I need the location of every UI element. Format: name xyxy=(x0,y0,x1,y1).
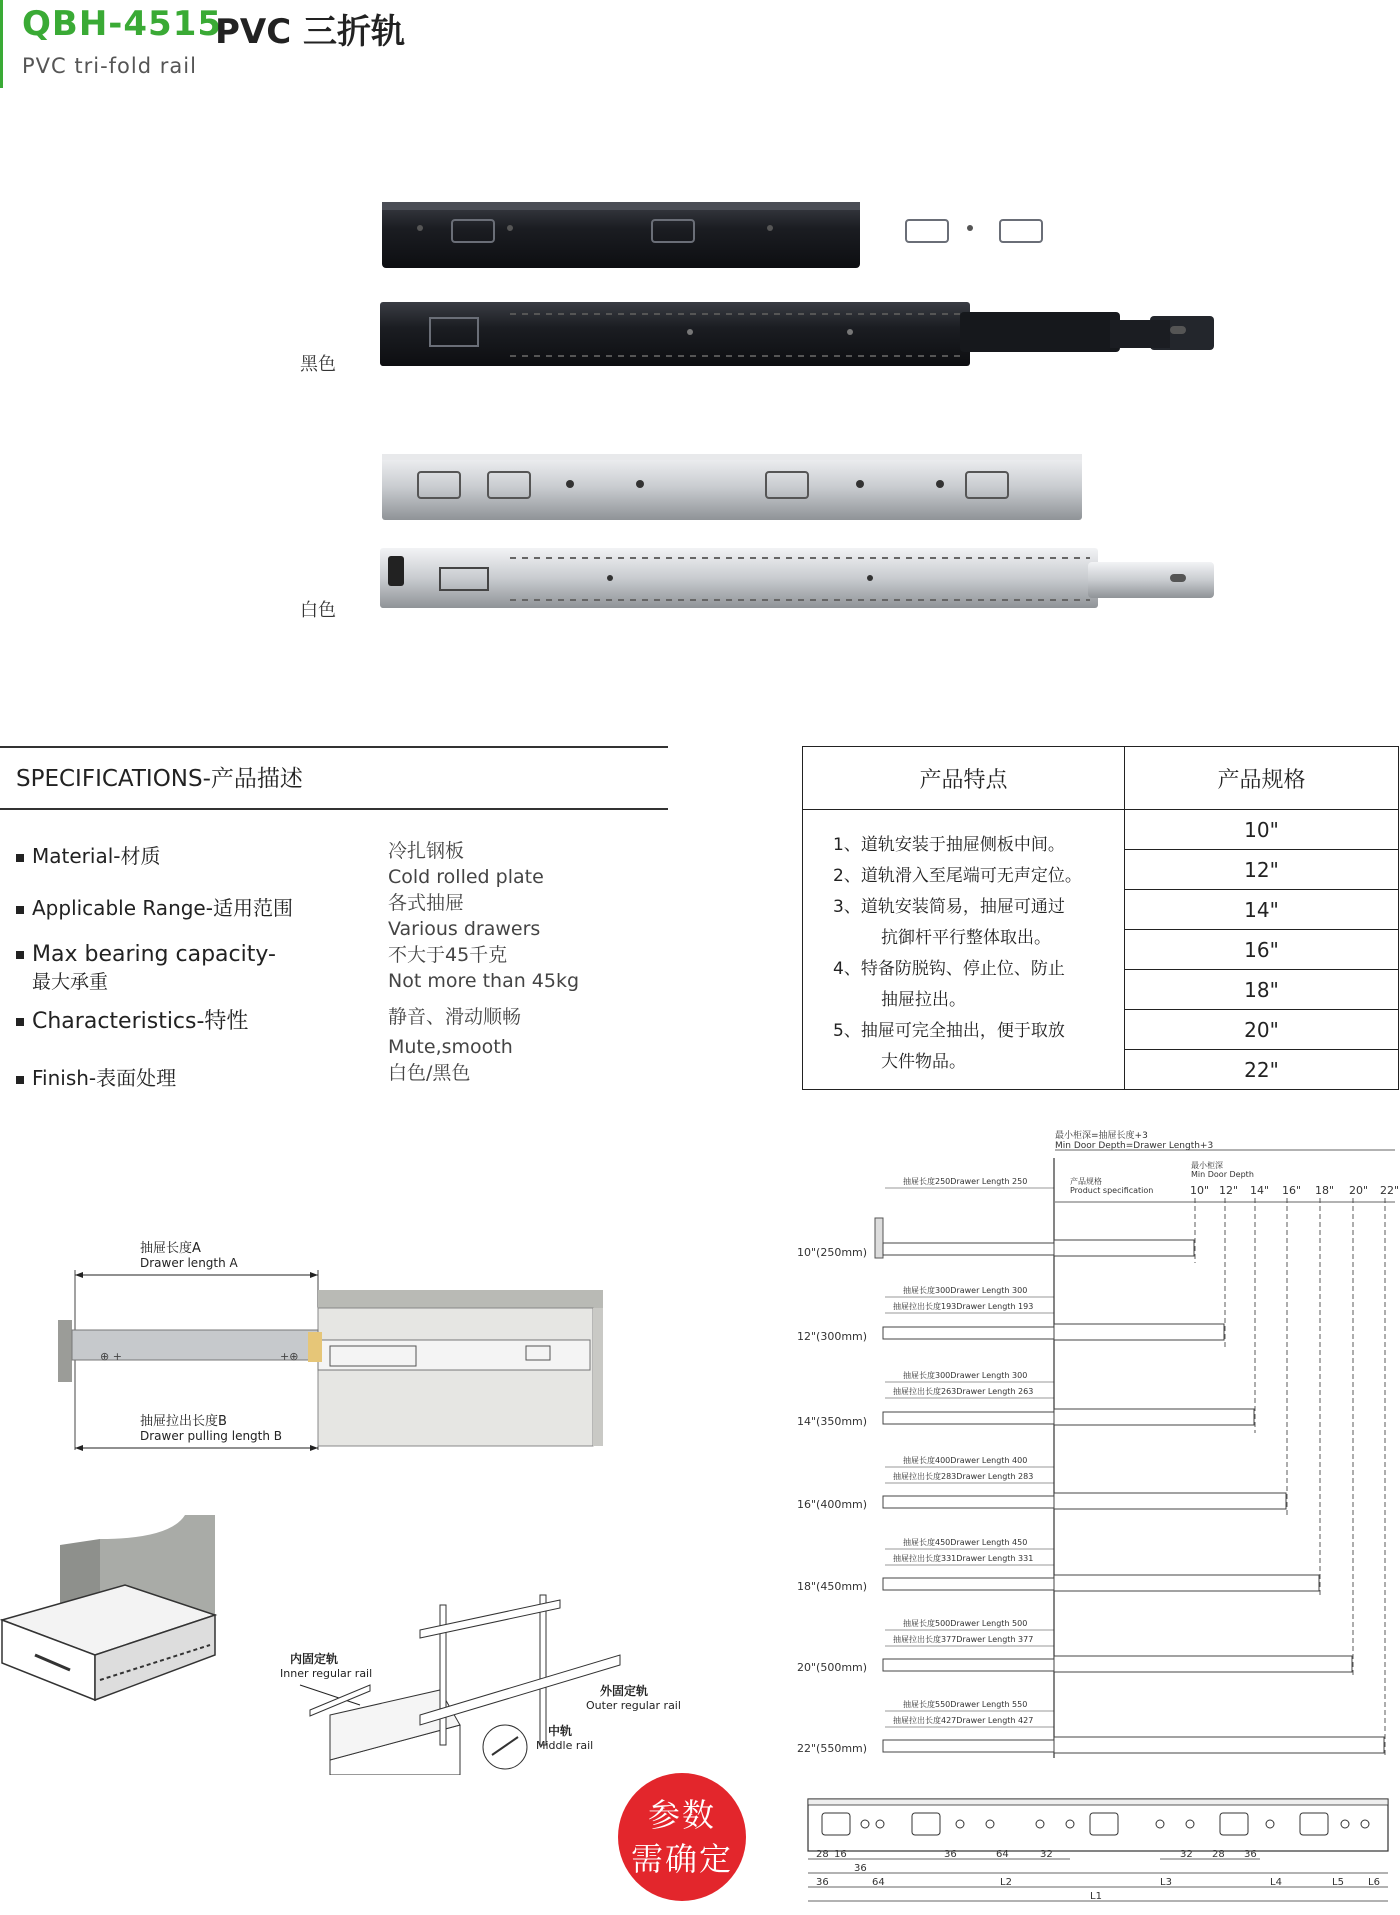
top-size: 14" xyxy=(1250,1184,1270,1197)
row-line2: 抽屉拉出长度193Drawer Length 193 xyxy=(893,1302,1034,1311)
row-line1: 抽屉长度250Drawer Length 250 xyxy=(903,1177,1028,1186)
dim-label: 36 xyxy=(944,1849,957,1860)
top-size: 10" xyxy=(1190,1184,1210,1197)
spec-value-capacity xyxy=(388,942,579,994)
spec-en: Product specification xyxy=(1070,1186,1154,1195)
spec-row-material xyxy=(16,840,160,869)
dim-label: L5 xyxy=(1332,1877,1344,1888)
row-line2: 抽屉拉出长度377Drawer Length 377 xyxy=(893,1635,1034,1644)
length-a-label-cn: 抽屉长度A xyxy=(140,1241,201,1256)
dim-label: L2 xyxy=(1000,1877,1012,1888)
feature-item: 5、抽屉可完全抽出，便于取放 xyxy=(833,1020,1065,1041)
spec-title: SPECIFICATIONS-产品描述 xyxy=(16,766,303,792)
feature-item: 2、道轨滑入至尾端可无声定位。 xyxy=(833,865,1082,886)
spec-value-en: Cold rolled plate xyxy=(388,866,544,888)
svg-text:+⊕: +⊕ xyxy=(280,1350,299,1363)
size-chart xyxy=(795,1128,1400,1758)
badge-line1: 参数 xyxy=(647,1796,716,1834)
parameter-confirm-badge xyxy=(618,1773,746,1901)
chart-row-22 xyxy=(797,1699,1384,1755)
spec-value-finish: 白色/黑色 xyxy=(388,1062,471,1084)
row-label: 10"(250mm) xyxy=(797,1246,868,1259)
row-line1: 抽屉长度450Drawer Length 450 xyxy=(903,1538,1028,1547)
feature-item: 大件物品。 xyxy=(881,1051,966,1072)
dim-label: L3 xyxy=(1160,1877,1172,1888)
row-label: 20"(500mm) xyxy=(797,1661,868,1674)
header-accent-bar xyxy=(0,0,3,88)
hole-diagram xyxy=(800,1795,1395,1913)
min-depth-en: Min Door Depth xyxy=(1191,1170,1254,1179)
silver-outer-rail xyxy=(382,454,1082,520)
dim-label: 32 xyxy=(1040,1849,1053,1860)
bullet-icon xyxy=(16,854,24,862)
outer-rail-label-cn: 外固定轨 xyxy=(600,1684,649,1698)
feature-item: 1、道轨安装于抽屉侧板中间。 xyxy=(833,834,1065,855)
product-title: PVC 三折轨 xyxy=(215,12,406,52)
spec-name: Characteristics-特性 xyxy=(32,1009,249,1034)
middle-rail-label-en: Middle rail xyxy=(536,1739,594,1752)
badge-line2: 需确定 xyxy=(630,1840,733,1878)
spec-name-cn: 最大承重 xyxy=(32,971,109,993)
spec-row-finish xyxy=(16,1062,176,1091)
spec-name: Finish-表面处理 xyxy=(32,1066,177,1090)
top-size: 22" xyxy=(1380,1184,1400,1197)
spec-name: Max bearing capacity- xyxy=(32,942,276,967)
dim-label: 28 xyxy=(1212,1849,1225,1860)
chart-row-16 xyxy=(797,1455,1286,1511)
row-line2: 抽屉拉出长度283Drawer Length 283 xyxy=(893,1472,1034,1481)
silver-extended-rail xyxy=(380,548,1214,608)
dim-label: 64 xyxy=(996,1849,1009,1860)
chart-row-14 xyxy=(797,1370,1254,1428)
top-size: 20" xyxy=(1349,1184,1369,1197)
spec-name: Material-材质 xyxy=(32,844,161,868)
size-cell: 14" xyxy=(1125,890,1399,930)
inner-rail-label-cn: 内固定轨 xyxy=(290,1652,339,1666)
spec-cn: 产品规格 xyxy=(1070,1177,1102,1186)
bullet-icon xyxy=(16,906,24,914)
spec-row-capacity xyxy=(16,942,276,994)
spec-row-range xyxy=(16,892,293,921)
chart-row-12 xyxy=(797,1285,1224,1343)
sizes-header: 产品规格 xyxy=(1125,747,1399,810)
spec-value-characteristics xyxy=(388,1004,521,1060)
dim-label: L1 xyxy=(1090,1891,1102,1902)
row-line1: 抽屉长度300Drawer Length 300 xyxy=(903,1371,1028,1380)
row-line2: 抽屉拉出长度331Drawer Length 331 xyxy=(893,1554,1034,1563)
features-list xyxy=(803,810,1125,1090)
middle-rail-label-cn: 中轨 xyxy=(548,1724,573,1738)
outer-rail-label-en: Outer regular rail xyxy=(586,1699,681,1712)
spec-value-range xyxy=(388,890,540,942)
spec-row-characteristics xyxy=(16,1004,248,1035)
row-line2: 抽屉拉出长度427Drawer Length 427 xyxy=(893,1716,1034,1725)
spec-name: Applicable Range-适用范围 xyxy=(32,896,293,920)
row-label: 18"(450mm) xyxy=(797,1580,868,1593)
feature-item: 3、道轨安装简易，抽屉可通过 xyxy=(833,896,1065,917)
row-line1: 抽屉长度300Drawer Length 300 xyxy=(903,1286,1028,1295)
spec-value-en: Mute,smooth xyxy=(388,1036,513,1058)
bullet-icon xyxy=(16,1076,24,1084)
black-outer-rail xyxy=(382,202,1042,268)
svg-text:⊕ +: ⊕ + xyxy=(100,1350,122,1363)
dim-label: 28 xyxy=(816,1849,829,1860)
model-number: QBH-4515 xyxy=(22,4,223,44)
dim-label: 36 xyxy=(854,1863,867,1874)
spec-value-cn: 不大于45千克 xyxy=(388,944,508,966)
row-label: 12"(300mm) xyxy=(797,1330,868,1343)
size-cell: 18" xyxy=(1125,970,1399,1010)
dim-label: 36 xyxy=(816,1877,829,1888)
black-extended-rail xyxy=(380,302,1214,366)
size-cell: 12" xyxy=(1125,850,1399,890)
spec-value-cn: 各式抽屉 xyxy=(388,892,465,914)
product-subtitle: PVC tri-fold rail xyxy=(22,54,197,78)
top-size: 12" xyxy=(1219,1184,1239,1197)
dim-label: L6 xyxy=(1368,1877,1380,1888)
bullet-icon xyxy=(16,951,24,959)
row-line1: 抽屉长度500Drawer Length 500 xyxy=(903,1619,1028,1628)
installation-diagram xyxy=(0,1515,700,1775)
spec-value-cn: 静音、滑动顺畅 xyxy=(388,1006,522,1028)
chart-row-18 xyxy=(797,1537,1319,1593)
feature-item: 4、特备防脱钩、停止位、防止 xyxy=(833,958,1065,979)
row-line1: 抽屉长度550Drawer Length 550 xyxy=(903,1700,1028,1709)
min-cabinet-cn: 最小柜深=抽屉长度+3 xyxy=(1055,1131,1148,1141)
bullet-icon xyxy=(16,1018,24,1026)
top-size: 16" xyxy=(1282,1184,1302,1197)
variant-label-white: 白色 xyxy=(300,600,336,621)
dim-label: L4 xyxy=(1270,1877,1282,1888)
row-label: 22"(550mm) xyxy=(797,1742,868,1755)
chart-row-20 xyxy=(797,1618,1352,1674)
variant-label-black: 黑色 xyxy=(300,354,336,375)
size-cell: 16" xyxy=(1125,930,1399,970)
dim-label: 36 xyxy=(1244,1849,1257,1860)
top-size: 18" xyxy=(1315,1184,1335,1197)
rail-photos xyxy=(370,190,1230,630)
spec-value-en: Various drawers xyxy=(388,918,541,940)
spec-value-cn: 冷扎钢板 xyxy=(388,840,465,862)
spec-top-rule xyxy=(0,746,668,748)
spec-value-material xyxy=(388,838,544,890)
features-header: 产品特点 xyxy=(803,747,1125,810)
min-depth-cn: 最小柜深 xyxy=(1191,1161,1223,1170)
feature-item: 抽屉拉出。 xyxy=(881,989,966,1010)
row-label: 16"(400mm) xyxy=(797,1498,868,1511)
drawer-length-diagram xyxy=(50,1230,610,1460)
features-table xyxy=(802,746,1399,1090)
dim-label: 64 xyxy=(872,1877,885,1888)
dim-label: 16 xyxy=(834,1849,847,1860)
dim-label: 32 xyxy=(1180,1849,1193,1860)
row-line2: 抽屉拉出长度263Drawer Length 263 xyxy=(893,1387,1034,1396)
size-cell: 20" xyxy=(1125,1010,1399,1050)
spec-value-en: Not more than 45kg xyxy=(388,970,580,992)
size-cell: 22" xyxy=(1125,1050,1399,1090)
row-label: 14"(350mm) xyxy=(797,1415,868,1428)
min-cabinet-en: Min Door Depth=Drawer Length+3 xyxy=(1055,1141,1214,1151)
size-cell: 10" xyxy=(1125,810,1399,850)
feature-item: 抗御杆平行整体取出。 xyxy=(881,927,1051,948)
length-a-label-en: Drawer length A xyxy=(140,1256,238,1270)
inner-rail-label-en: Inner regular rail xyxy=(280,1667,373,1680)
pull-b-label-en: Drawer pulling length B xyxy=(140,1429,283,1443)
pull-b-label-cn: 抽屉拉出长度B xyxy=(140,1414,227,1429)
row-line1: 抽屉长度400Drawer Length 400 xyxy=(903,1456,1028,1465)
spec-bottom-rule xyxy=(0,808,668,810)
